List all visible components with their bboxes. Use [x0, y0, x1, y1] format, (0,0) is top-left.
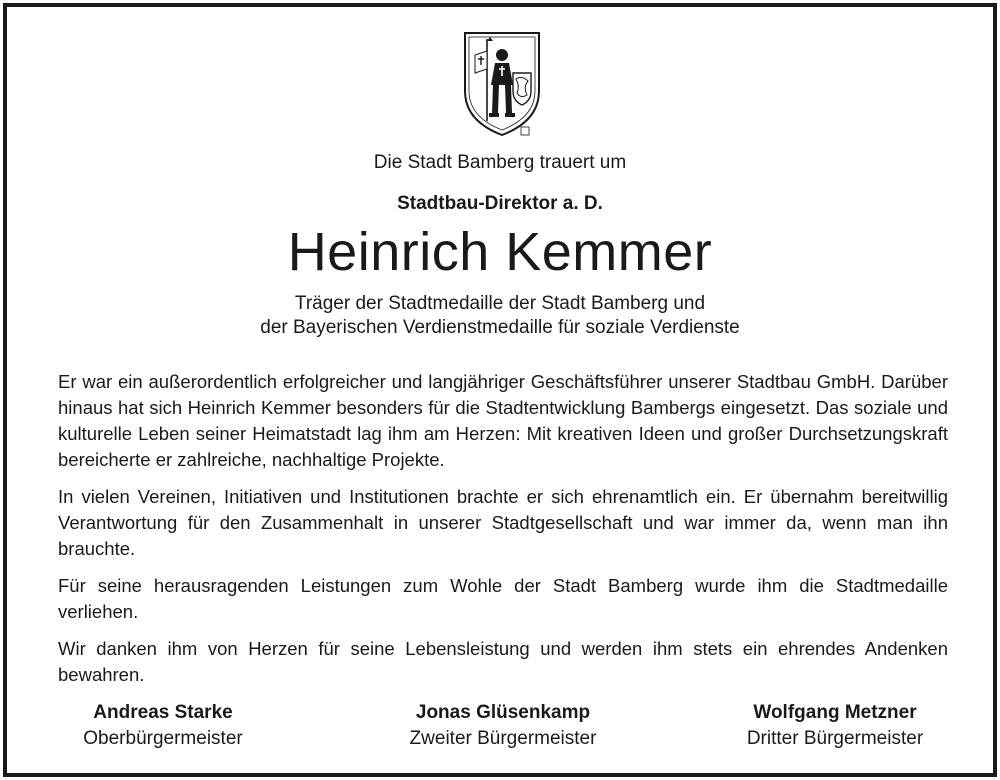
signature-block — [33, 700, 293, 752]
paragraph: Für seine herausragenden Leistungen zum Wohle der Stadt Bamberg wurde ihm die Stadtmedaille verliehen. — [58, 575, 948, 622]
obituary-frame — [3, 3, 997, 777]
paragraph: Wir danken ihm von Herzen für seine Lebensleistung und werden ihm stets ein ehrendes Andenken bewahren. — [58, 638, 948, 685]
rank-title: Stadtbau-Direktor a. D. — [397, 193, 603, 214]
deceased-name: Heinrich Kemmer — [287, 222, 713, 282]
signatory-name: Andreas Starke — [93, 702, 233, 723]
signatory-title: Oberbürgermeister — [83, 728, 243, 749]
obituary-text — [58, 369, 948, 699]
honors-line: Träger der Stadtmedaille der Stadt Bamberg und — [294, 293, 706, 314]
signatory-name: Wolfgang Metzner — [753, 702, 917, 723]
signatory-title: Zweiter Bürgermeister — [409, 728, 597, 749]
intro-line: Die Stadt Bamberg trauert um — [373, 152, 627, 173]
signature-block — [705, 700, 965, 752]
honors-block — [7, 292, 993, 340]
signatory-title: Dritter Bürgermeister — [746, 728, 924, 749]
honors-line: der Bayerischen Verdienstmedaille für soziale Verdienste — [260, 317, 740, 338]
signatory-name: Jonas Glüsenkamp — [415, 702, 591, 723]
paragraph: Er war ein außerordentlich erfolgreicher und langjähriger Geschäftsführer unserer Stadtbau GmbH. Darüber hinaus hat sich Heinrich Kemmer besonders für die Stadtentwicklung Bambergs eingesetzt. Das soziale und kulturelle Leben seiner Heimatstadt lag ihm am Herzen: Mit kreativen Ideen und großer Durchsetzungskraft bereicherte er zahlreiche, nachhaltige Projekte. — [58, 371, 948, 470]
coat-of-arms-knight-icon — [461, 29, 543, 139]
paragraph: In vielen Vereinen, Initiativen und Institutionen brachte er sich ehrenamtlich ein. Er übernahm bereitwillig Verantwortung für den Zusammenhalt in unserer Stadtgesellschaft und war immer da, wenn man ihn brauchte. — [58, 486, 948, 559]
signature-block — [373, 700, 633, 752]
